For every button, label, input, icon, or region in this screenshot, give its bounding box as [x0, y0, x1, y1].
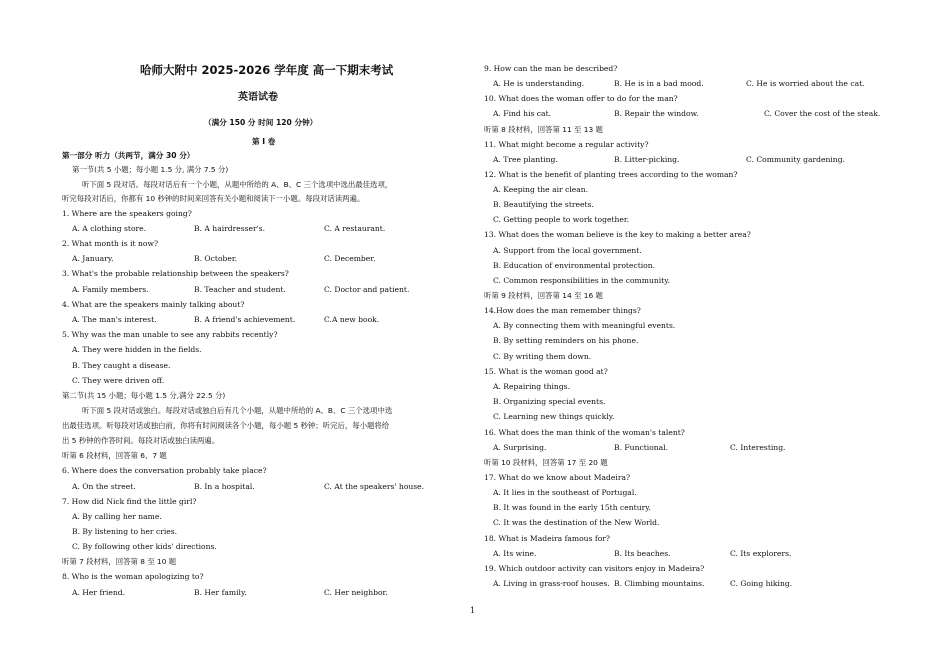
option-a: A. Tree planting. [493, 155, 558, 164]
option-b: B. In a hospital. [194, 482, 255, 491]
option-b: B. Education of environmental protection. [493, 261, 656, 270]
option-a: A. By calling her name. [72, 512, 162, 521]
option-c: C. Her neighbor. [324, 588, 388, 597]
option-a: A. Living in grass-roof houses. [493, 579, 610, 588]
option-c: C. Going hiking. [730, 579, 793, 588]
question-15: 15. What is the woman good at? [484, 367, 608, 376]
option-c: C. Getting people to work together. [493, 215, 630, 224]
question-10: 10. What does the woman offer to do for the man? [484, 94, 678, 103]
option-a: A. He is understanding. [493, 79, 585, 88]
question-6: 6. Where does the conversation probably take place? [62, 466, 267, 475]
option-b: B. Climbing mountains. [614, 579, 705, 588]
option-a: A. By connecting them with meaningful events. [493, 321, 676, 330]
section1-title: 第一节(共 5 小题；每小题 1.5 分, 满分 7.5 分) [72, 165, 229, 174]
material-heading: 听第 6 段材料，回答第 6、7 题 [62, 451, 167, 460]
exam-title: 哈师大附中 2025-2026 学年度 高一下期末考试 [140, 63, 394, 77]
option-b: B. By listening to her cries. [72, 527, 178, 536]
option-c: C. Community gardening. [746, 155, 845, 164]
section2-instructions: 听下面 5 段对话或独白。每段对话或独白后有几个小题，从题中所给的 A、B、C 三个选项中选 [82, 406, 393, 415]
option-c: C. Its explorers. [730, 549, 792, 558]
option-a: A. The man's interest. [72, 315, 157, 324]
option-b: B. He is in a bad mood. [614, 79, 704, 88]
option-b: B. A friend's achievement. [194, 315, 296, 324]
question-17: 17. What do we know about Madeira? [484, 473, 631, 482]
option-a: A. On the street. [72, 482, 136, 491]
option-c: C. They were driven off. [72, 376, 165, 385]
option-b: B. Litter-picking. [614, 155, 680, 164]
option-c: C. Doctor and patient. [324, 285, 410, 294]
option-b: B. By setting reminders on his phone. [493, 336, 639, 345]
question-14: 14.How does the man remember things? [484, 306, 641, 315]
option-c: C. At the speakers' house. [324, 482, 425, 491]
option-c: C. He is worried about the cat. [746, 79, 865, 88]
question-18: 18. What is Madeira famous for? [484, 534, 610, 543]
question-5: 5. Why was the man unable to see any rabbits recently? [62, 330, 278, 339]
option-a: A. Surprising. [493, 443, 547, 452]
option-b: B. It was found in the early 15th century. [493, 503, 651, 512]
material-heading: 听第 10 段材料，回答第 17 至 20 题 [484, 458, 608, 467]
option-c: C. A restaurant. [324, 224, 386, 233]
question-11: 11. What might become a regular activity? [484, 140, 649, 149]
material-heading: 听第 7 段材料，回答第 8 至 10 题 [62, 557, 177, 566]
option-a: A. Its wine. [493, 549, 537, 558]
option-a: A. Her friend. [72, 588, 126, 597]
question-2: 2. What month is it now? [62, 239, 159, 248]
question-13: 13. What does the woman believe is the key to making a better area? [484, 230, 751, 239]
material-heading: 听第 8 段材料，回答第 11 至 13 题 [484, 125, 603, 134]
option-a: A. It lies in the southeast of Portugal. [493, 488, 637, 497]
option-b: B. A hairdresser's. [194, 224, 266, 233]
option-b: B. They caught a disease. [72, 361, 171, 370]
section2-instructions: 出 5 秒钟的作答时间。每段对话或独白读两遍。 [62, 436, 220, 445]
option-b: B. Functional. [614, 443, 669, 452]
exam-subject: 英语试卷 [238, 92, 278, 103]
option-a: A. Support from the local government. [493, 246, 642, 255]
part1-title: 第一部分 听力（共两节，满分 30 分） [62, 151, 195, 160]
question-4: 4. What are the speakers mainly talking about? [62, 300, 245, 309]
option-a: A. They were hidden in the fields. [72, 345, 202, 354]
option-b: B. Its beaches. [614, 549, 671, 558]
option-a: A. Repairing things. [493, 382, 570, 391]
question-8: 8. Who is the woman apologizing to? [62, 572, 204, 581]
option-c: C.A new book. [324, 315, 380, 324]
option-c: C. Common responsibilities in the community. [493, 276, 670, 285]
section2-title: 第二节(共 15 小题；每小题 1.5 分,满分 22.5 分) [62, 391, 226, 400]
section2-instructions: 出最佳选项。听每段对话或独白前，你将有时间阅读各个小题，每小题 5 秒钟；听完后，每小题将给 [62, 421, 390, 430]
option-b: B. Her family. [194, 588, 247, 597]
question-1: 1. Where are the speakers going? [62, 209, 192, 218]
option-c: C. December. [324, 254, 376, 263]
option-c: C. Interesting. [730, 443, 786, 452]
question-7: 7. How did Nick find the little girl? [62, 497, 197, 506]
option-a: A. January. [72, 254, 114, 263]
question-16: 16. What does the man think of the woman's talent? [484, 428, 685, 437]
option-c: C. Cover the cost of the steak. [764, 109, 881, 118]
option-a: A. Keeping the air clean. [493, 185, 589, 194]
option-a: A. Family members. [72, 285, 149, 294]
question-12: 12. What is the benefit of planting trees according to the woman? [484, 170, 738, 179]
question-9: 9. How can the man be described? [484, 64, 618, 73]
option-b: B. Repair the window. [614, 109, 699, 118]
option-c: C. By writing them down. [493, 352, 592, 361]
option-b: B. Beautifying the streets. [493, 200, 594, 209]
section1-instructions: 听下面 5 段对话。每段对话后有一个小题，从题中所给的 A、B、C 三个选项中选出最佳选项， [82, 180, 393, 189]
volume-label: 第 I 卷 [252, 137, 276, 146]
option-c: C. Learning new things quickly. [493, 412, 615, 421]
material-heading: 听第 9 段材料，回答第 14 至 16 题 [484, 291, 603, 300]
option-b: B. Teacher and student. [194, 285, 286, 294]
option-b: B. October. [194, 254, 238, 263]
option-c: C. It was the destination of the New World. [493, 518, 660, 527]
page-number: 1 [470, 606, 476, 615]
option-b: B. Organizing special events. [493, 397, 606, 406]
option-a: A. A clothing store. [72, 224, 147, 233]
option-a: A. Find his cat. [493, 109, 552, 118]
exam-info: （满分 150 分 时间 120 分钟） [204, 118, 318, 127]
question-3: 3. What's the probable relationship between the speakers? [62, 269, 289, 278]
section1-instructions: 听完每段对话后，你都有 10 秒钟的时间来回答有关小题和阅读下一小题。每段对话读两遍。 [62, 194, 365, 203]
option-c: C. By following other kids' directions. [72, 542, 217, 551]
question-19: 19. Which outdoor activity can visitors enjoy in Madeira? [484, 564, 705, 573]
